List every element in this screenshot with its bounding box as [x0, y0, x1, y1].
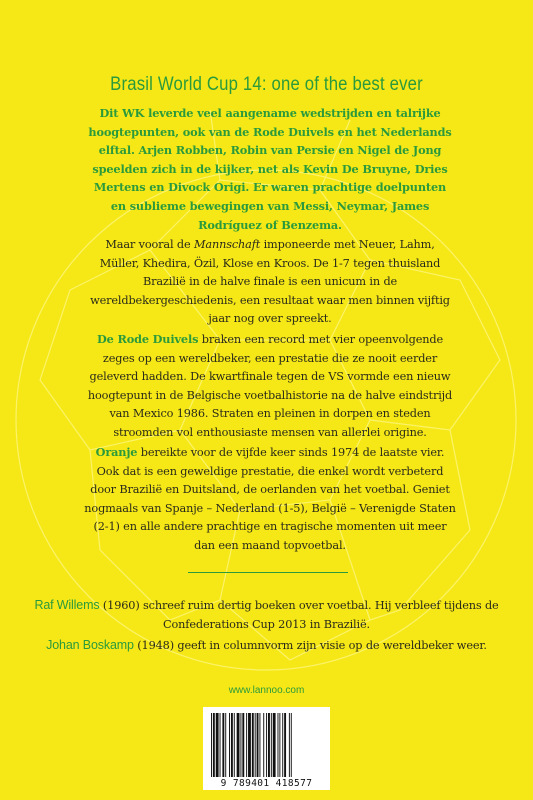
barcode-icon — [211, 713, 322, 777]
paragraph-oranje — [84, 443, 456, 556]
intro-paragraph: Dit WK leverde veel aangename wedstrijden en talrijke hoogtepunten, ook van de Rode Duivels en het Nederlands elftal. Arjen Robben, Robin van Persie en Nigel de Jong speelden zich in de kijker, net als Kevin De Bruyne, Dries Mertens en Divock Origi. Er waren prachtige doelpunten en sublieme bewegingen van Messi, Neymar, James Rodríguez of Benzema. — [88, 106, 452, 232]
paragraph-rode-duivels — [84, 330, 456, 443]
barcode-panel — [203, 707, 330, 790]
author-bio-boskamp — [0, 636, 533, 656]
author-bio-willems — [0, 596, 533, 634]
author-bio-text: (1960) schreef ruim dertig boeken over voetbal. Hij verbleef tijdens de Confederations Cup 2013 in Brazilië. — [99, 599, 499, 631]
paragraph-text: Maar vooral de — [105, 238, 194, 251]
paragraph-text: imponeerde met Neuer, Lahm, Müller, Khedira, Özil, Klose en Kroos. De 1-7 tegen thuisland Brazilië in de halve finale is een unicum in de wereldbekergeschiedenis, een resultaat waar men binnen vijftig jaar nog over spreekt. — [90, 238, 450, 326]
book-title: Brasil World Cup 14: one of the best ever — [110, 74, 423, 95]
publisher-website: www.lannoo.com — [228, 685, 305, 696]
paragraph-text: braken een record met vier opeenvolgende zeges op een wereldbeker, een prestatie die ze nooit eerder geleverd hadden. De kwartfinale tegen de VS vormde een nieuw hoogtepunt in de Belgische voetbalhistorie na de halve eindstrijd van Mexico 1986. Straten en pleinen in dorpen en steden stroomden vol enthousiaste mensen van allerlei origine. — [87, 333, 453, 439]
divider-line — [188, 572, 348, 573]
author-name: Raf Willems — [34, 598, 100, 612]
isbn-number: 9 789401 418577 — [220, 778, 313, 789]
emphasis-mannschaft: Mannschaft — [193, 238, 261, 251]
highlight-oranje: Oranje — [95, 445, 138, 459]
author-bio-text: (1948) geeft in columnvorm zijn visie op de wereldbeker weer. — [133, 639, 487, 652]
paragraph-text: bereikte voor de vijfde keer sinds 1974 de laatste vier. Ook dat is een geweldige prestatie, die enkel wordt verbeterd door Brazilië en Duitsland, de oerlanden van het voetbal. Geniet nogmaals van Spanje – Nederland (1-5), België – Verenigde Staten (2-1) en alle andere prachtige en tragische momenten uit meer dan een maand topvoetbal. — [84, 446, 456, 552]
paragraph-mannschaft — [84, 236, 456, 329]
highlight-rode-duivels: De Rode Duivels — [97, 332, 199, 346]
author-name: Johan Boskamp — [46, 638, 134, 652]
